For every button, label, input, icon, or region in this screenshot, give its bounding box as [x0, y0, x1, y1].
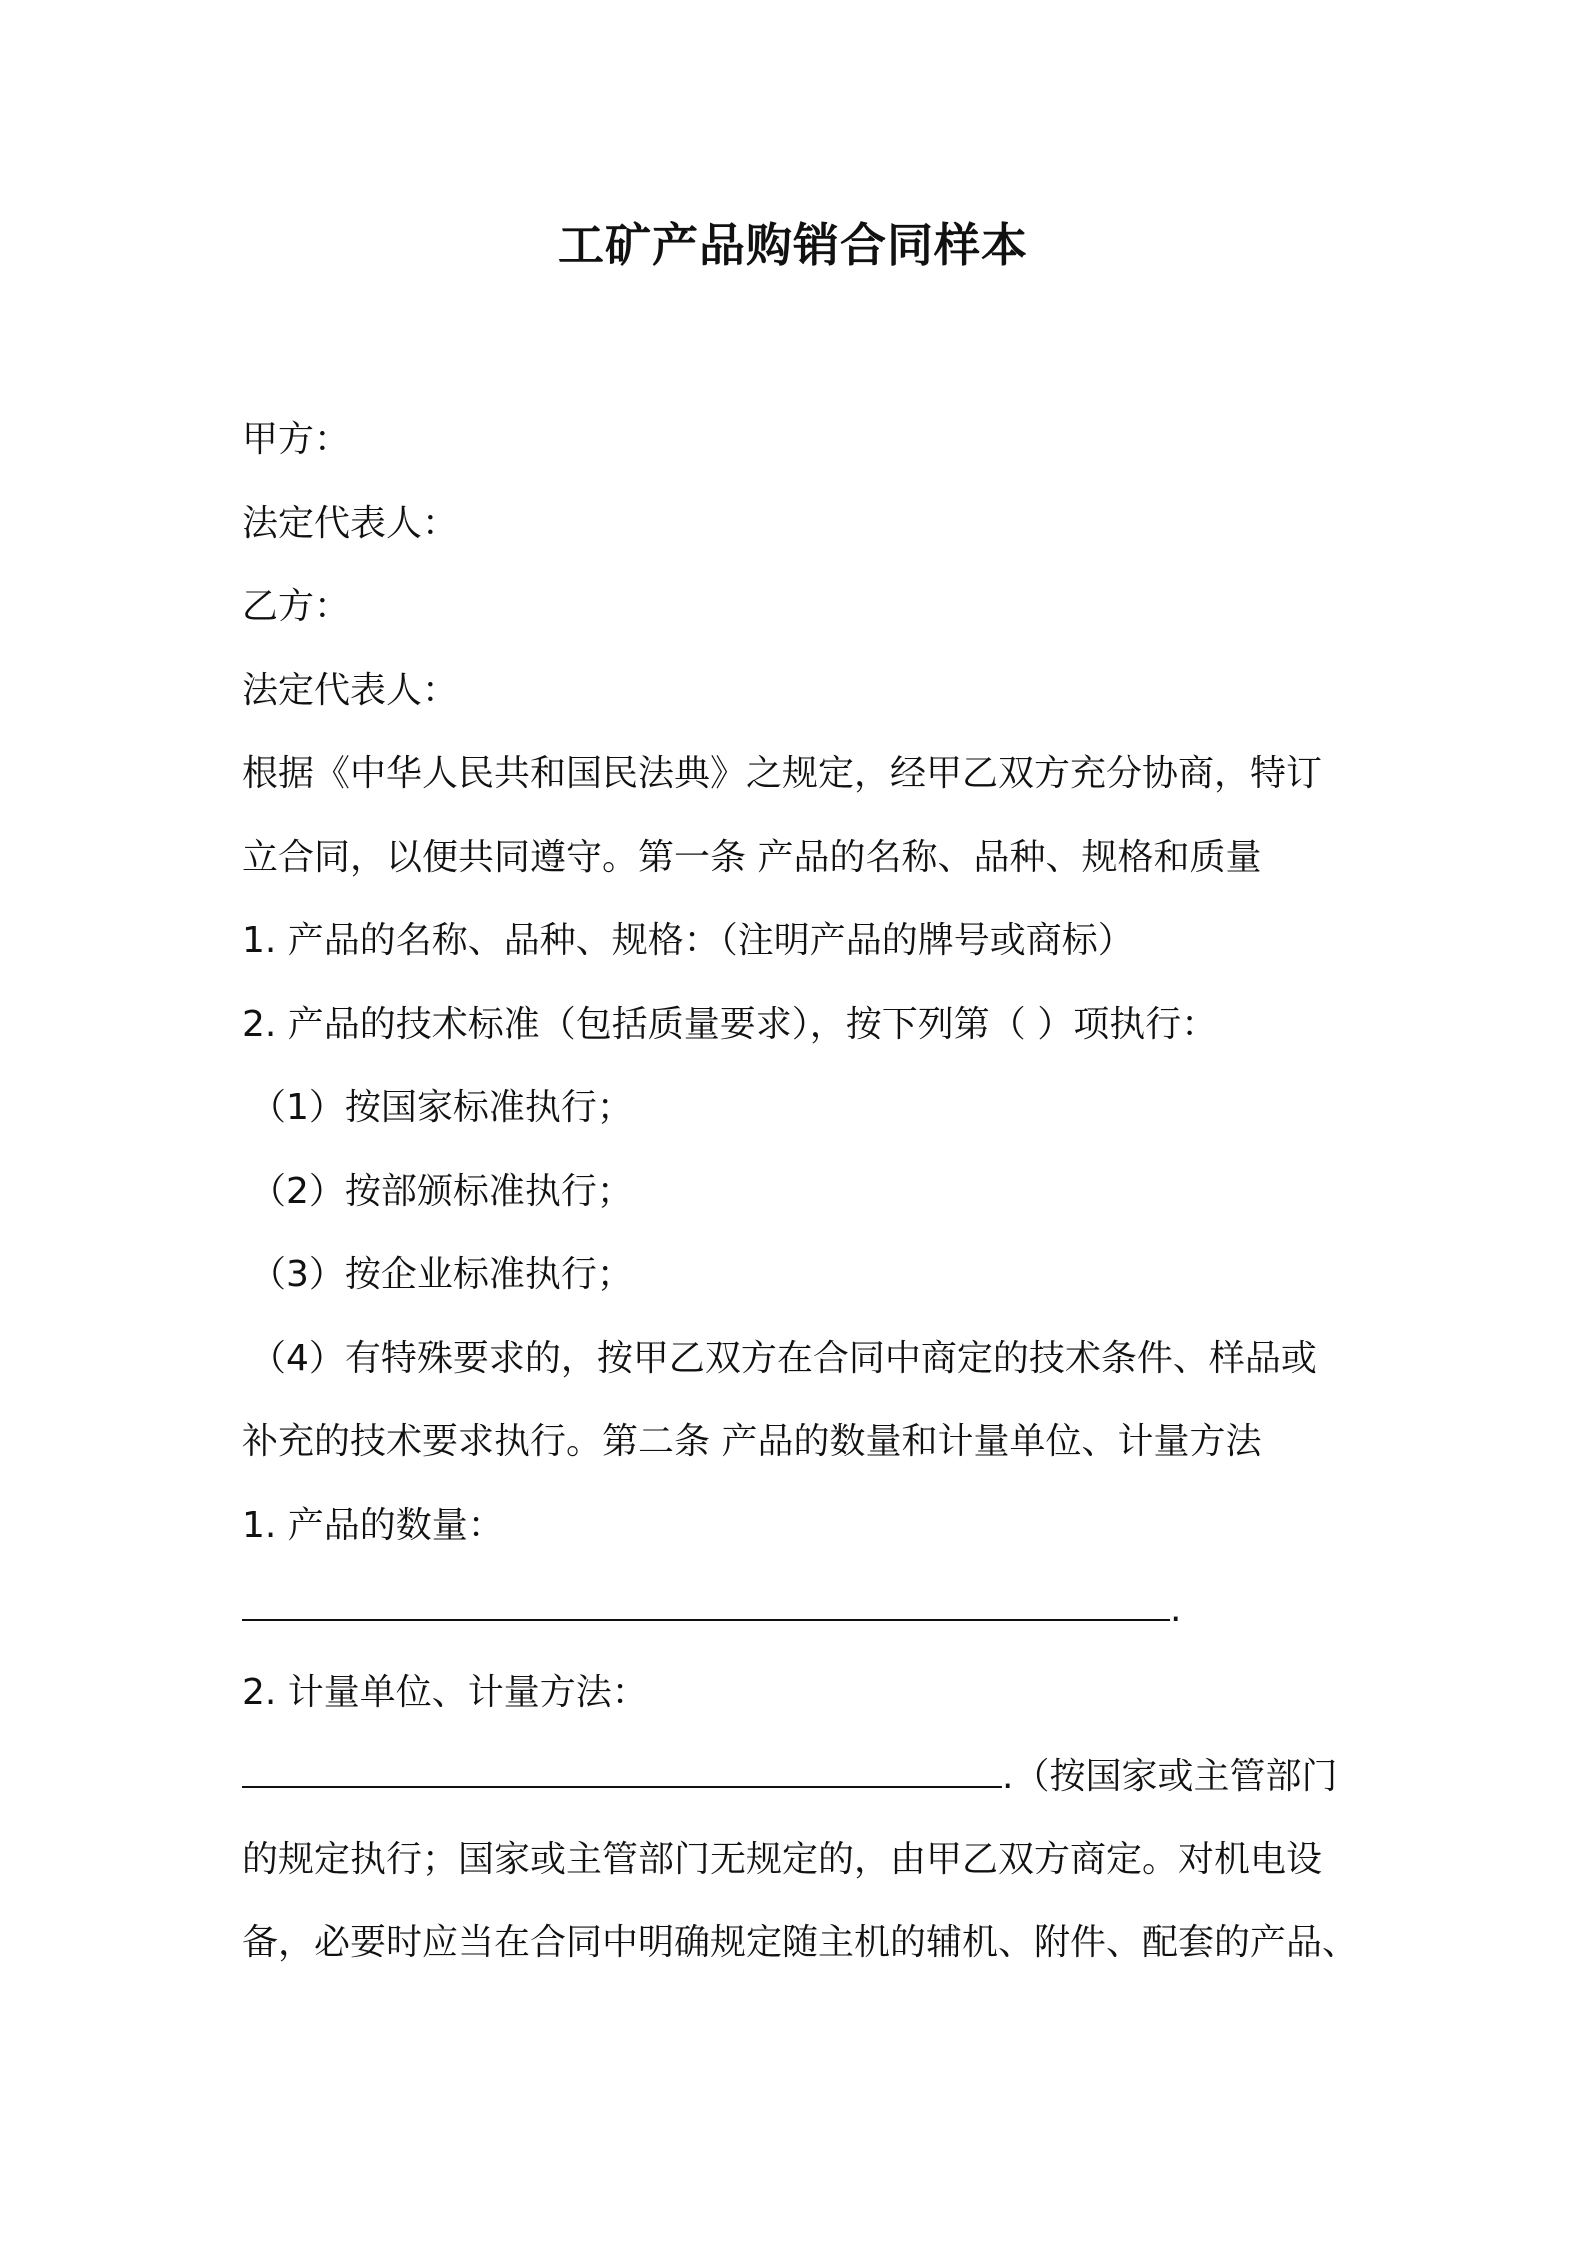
unit-method-label: 2. 计量单位、计量方法： — [242, 1671, 648, 1713]
clause-2-heading-line: 补充的技术要求执行。第二条 产品的数量和计量单位、计量方法 — [242, 1421, 1262, 1462]
preamble-line-1: 根据《中华人民共和国民法典》之规定，经甲乙双方充分协商，特订 — [242, 753, 1323, 794]
document-title: 工矿产品购销合同样本 — [558, 218, 1028, 272]
party-a-representative-line: 法定代表人： — [242, 502, 459, 544]
document-body — [242, 398, 1362, 1985]
unit-method-line-2: 的规定执行；国家或主管部门无规定的，由甲乙双方商定。对机电设 — [242, 1838, 1323, 1880]
clause-1-item-1: 1. 产品的名称、品种、规格：（注明产品的牌号或商标） — [242, 920, 1134, 961]
clause-1-item-2: 2. 产品的技术标准（包括质量要求），按下列第（ ）项执行： — [242, 1003, 1218, 1045]
standard-option-1: （1）按国家标准执行； — [250, 1087, 633, 1128]
unit-method-line-3: 备，必要时应当在合同中明确规定随主机的辅机、附件、配套的产品、 — [242, 1922, 1359, 1963]
quantity-blank — [242, 1567, 1170, 1621]
party-b-representative-line: 法定代表人： — [242, 669, 459, 711]
quantity-blank-line — [242, 1567, 1362, 1651]
standard-option-2: （2）按部颁标准执行； — [250, 1170, 633, 1212]
quantity-label: 1. 产品的数量： — [242, 1504, 504, 1546]
preamble-line-2: 立合同，以便共同遵守。第一条 产品的名称、品种、规格和质量 — [242, 836, 1262, 878]
party-a-line: 甲方： — [242, 419, 351, 460]
unit-method-blank-end: .（按国家或主管部门 — [1002, 1756, 1338, 1797]
unit-method-blank-line — [242, 1734, 1362, 1818]
standard-option-4: （4）有特殊要求的，按甲乙双方在合同中商定的技术条件、样品或 — [250, 1337, 1317, 1379]
standard-option-3: （3）按企业标准执行； — [250, 1254, 633, 1295]
quantity-blank-end: . — [1170, 1589, 1182, 1630]
unit-method-blank — [242, 1734, 1002, 1788]
party-b-line: 乙方： — [242, 586, 351, 627]
